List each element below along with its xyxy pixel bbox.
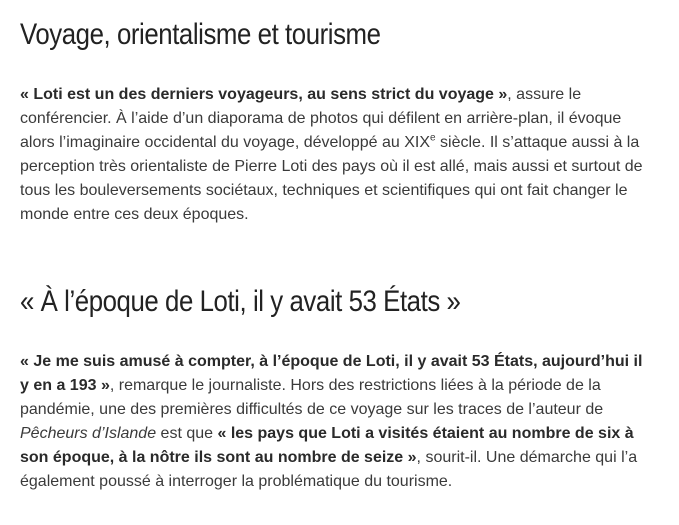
book-title: Pêcheurs d’Islande — [20, 425, 157, 442]
quote-pays-visites: « les pays que Loti a visités étaient au nombre de six à son époque, à la nôtre ils sont au nombre de seize » — [20, 425, 634, 466]
paragraph-text: , sourit-il. Une démarche qui l’a également poussé à interroger la problématique du tourisme. — [20, 449, 638, 490]
section-heading-voyage: Voyage, orientalisme et tourisme — [20, 18, 381, 51]
section-heading-etats: « À l’époque de Loti, il y avait 53 États » — [20, 285, 461, 318]
paragraph-voyage — [20, 83, 645, 227]
paragraph-text: , remarque le journaliste. Hors des restrictions liées à la période de la pandémie, une des premières difficultés de ce voyage sur les traces de l’auteur de — [20, 377, 604, 418]
paragraph-text: est que — [156, 425, 218, 442]
paragraph-etats — [20, 350, 645, 494]
paragraph-text: siècle. Il s’attaque aussi à la perception très orientaliste de Pierre Loti des pays où il est allé, mais aussi et surtout de tous les bouleversements sociétaux, techniques et scientifiques qui ont fait changer le monde entre ces deux époques. — [20, 134, 643, 223]
quote-loti-voyageur: « Loti est un des derniers voyageurs, au sens strict du voyage » — [20, 86, 508, 103]
quote-53-etats: « Je me suis amusé à compter, à l’époque de Loti, il y avait 53 États, aujourd’hui il y en a 193 » — [20, 353, 643, 394]
paragraph-text: , assure le conférencier. À l’aide d’un diaporama de photos qui défilent en arrière-plan, il évoque alors l’imaginaire occidental du voyage, développé au XIX — [20, 86, 622, 151]
century-superscript: e — [430, 132, 436, 144]
